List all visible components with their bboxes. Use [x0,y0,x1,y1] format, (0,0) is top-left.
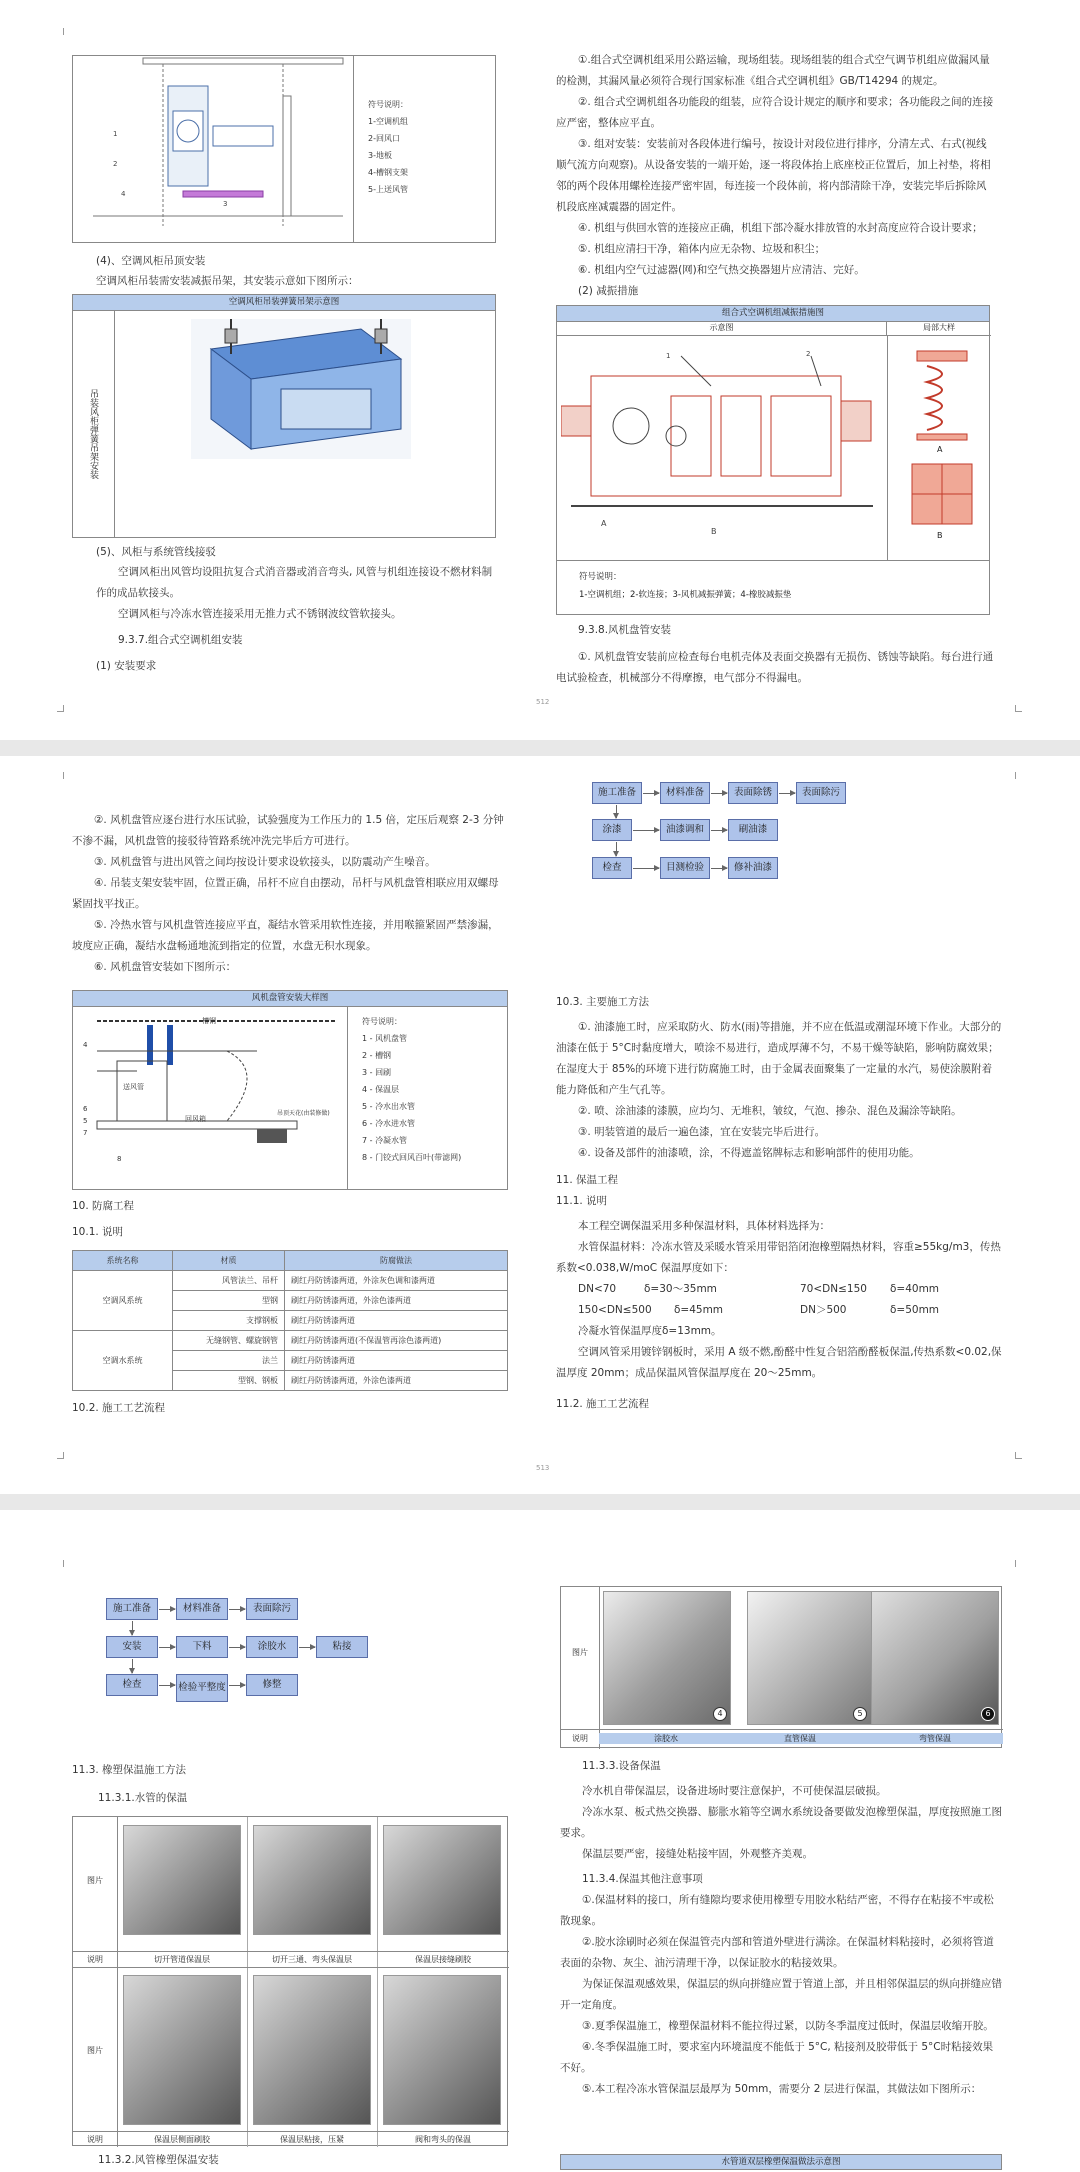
heading-11-3-4: 11.3.4.保温其他注意事项 [582,1873,703,1885]
mark-a: A [601,519,607,528]
legend-item: 2 - 槽钢 [362,1051,392,1060]
page2-left [72,810,508,978]
divider [117,1817,118,2147]
table-cell: 支撑钢板 [173,1311,285,1331]
paragraph: ④. 吊装支架安装牢固，位置正确，吊杆不应自由摆动，吊杆与风机盘管相联应用双螺母紧固找平找正。 [72,877,499,910]
flow-step: 下料 [176,1636,228,1658]
svg-text:6: 6 [83,1105,88,1113]
photo-caption: 保温层侧面刷胶 [154,2135,210,2144]
table-cell: 刷红丹防锈漆两道 [285,1311,508,1331]
flow-arrow [779,793,795,794]
paragraph: ③. 风机盘管与进出风管之间均按设计要求设软接头，以防震动产生噪音。 [94,856,436,868]
paragraph: ①. 风机盘管安装前应检查每台电机壳体及表面交换器有无损伤、锈蚀等缺陷。每台进行通电试验检查，机械部分不得摩擦，电气部分不得漏电。 [556,651,994,684]
photo-number: 4 [713,1707,727,1721]
paragraph: ①. 油漆施工时，应采取防火、防水(雨)等措施，并不应在低温或潮湿环境下作业。大部分的油漆在低于 5°C时黏度增大，喷涂不易进行，造成厚薄不匀，不易干燥等缺陷，影响防腐效果；在湿度大于 85%的环境下进行防腐施工时，由于金属表面聚集了一定量的水汽，易使涂膜附着能力降低和产生气孔等。 [556,1021,1002,1096]
section-heading: 9.3.8.风机盘管安装 [578,624,672,636]
margin-mark [1015,1560,1022,1567]
page2-right [556,992,1002,1415]
svg-text:1: 1 [666,352,671,360]
subheading: (1) 安装要求 [96,660,157,672]
table-cell: 刷红丹防锈漆两道，外涂色漆两道 [285,1291,508,1311]
paragraph: ⑤.本工程冷冻水管保温层最厚为 50mm，需要分 2 层进行保温，其做法如下图所示： [582,2083,982,2095]
table-header: 材质 [173,1251,285,1271]
row-label: 图片 [87,1876,103,1885]
flow-arrow [159,1647,175,1648]
subheading: (2) 减振措施 [578,285,639,297]
divider [377,1817,378,2147]
divider [561,1729,1003,1730]
photo-straight-duct [747,1591,875,1725]
flow-step: 检验平整度 [176,1674,228,1702]
margin-mark [57,1560,64,1567]
mark-b: B [711,527,717,536]
photo-caption: 保温层粘接，压紧 [280,2135,344,2144]
figure-title: 风机盘管安装大样图 [73,991,507,1007]
flow-arrow [633,868,659,869]
thickness-cell: δ=45mm [674,1304,724,1316]
paragraph: ⑥. 机组内空气过滤器(网)和空气热交换器翅片应清洁、完好。 [578,264,865,276]
flow-step: 施工准备 [106,1598,158,1620]
table-cell: 法兰 [173,1351,285,1371]
margin-mark [57,772,64,779]
thickness-cell: δ=40mm [890,1283,940,1295]
paragraph: ⑤. 机组应清扫干净，箱体内应无杂物、垃圾和积尘； [578,243,826,255]
legend-line: 1-空调机组；2-软连接；3-风机减振弹簧；4-橡胶减振垫 [579,590,792,600]
paragraph: 冷凝水管保温厚度δ=13mm。 [578,1325,722,1337]
flow-arrow [229,1685,245,1686]
divider [247,1817,248,2147]
section-heading: 9.3.7.组合式空调机组安装 [118,634,243,646]
svg-text:3: 3 [223,200,228,208]
paragraph: ③. 组对安装：安装前对各段体进行编号，按设计对段位进行排序，分清左式、右式(视线顺气流方向观察)。从设备安装的一端开始，逐一将段体抬上底座校正位置后，加上衬垫，将相邻的两个段体用螺栓连接严密牢固，每连接一个段体前，将内部清除干净，安装完毕后拆除风机段底座减震器的固定件。 [556,138,991,213]
hanger-drawing [191,319,411,459]
table-cell: 刷红丹防锈漆两道，外涂色漆两道 [285,1371,508,1391]
paragraph: ⑤. 冷热水管与风机盘管连接应平直，凝结水管采用软性连接，并用喉箍紧固严禁渗漏，坡度应正确，凝结水盘畅通地流到指定的位置，水盘无积水现象。 [72,919,499,952]
heading-4: (4)、空调风柜吊顶安装 [96,255,206,267]
anticorrosion-flowchart [556,770,886,900]
table-cell: 无缝钢管、螺旋钢管 [173,1331,285,1351]
anticorrosion-table [72,1250,508,1391]
table-cell: 型钢 [173,1291,285,1311]
heading-10-1: 10.1. 说明 [72,1226,124,1238]
table-cell: 风管法兰、吊杆 [173,1271,285,1291]
thickness-cell: DN＞500 [800,1304,847,1316]
photo-caption: 直管保温 [733,1733,867,1744]
paragraph: ④. 机组与供回水管的连接应正确，机组下部冷凝水排放管的水封高度应符合设计要求； [578,222,983,234]
damping-figure [556,305,990,615]
divider [599,1587,600,1749]
page-1 [0,0,1080,740]
legend-item: 3-地板 [368,151,392,160]
flow-step: 刷油漆 [728,819,778,841]
paragraph: ④. 设备及部件的油漆喷，涂，不得遮盖铭牌标志和影响部件的使用功能。 [578,1147,920,1159]
flow-step: 涂漆 [592,819,632,841]
row-label: 图片 [572,1648,588,1657]
legend-item: 5 - 冷水出水管 [362,1102,416,1111]
flow-arrow [643,793,659,794]
flow-step: 涂胶水 [246,1636,298,1658]
paragraph: ①.组合式空调机组采用公路运输，现场组装。现场组装的组合式空气调节机组应做漏风量的检测，其漏风量必须符合现行国家标准《组合式空调机组》GB/T14294 的规定。 [556,54,990,87]
heading-11-3-1: 11.3.1.水管的保温 [98,1792,188,1804]
divider [887,336,888,560]
legend-item: 8 - 门铰式回风百叶(带滤网) [362,1153,462,1162]
flow-step: 油漆调和 [660,819,710,841]
paragraph: 冷水机自带保温层，设备进场时要注意保护，不可使保温层破损。 [582,1785,887,1797]
thickness-grid [578,1279,1002,1321]
flow-arrow [711,868,727,869]
flow-arrow [633,830,659,831]
paragraph: ④.冬季保温施工时，要求室内环境温度不能低于 5°C, 粘接剂及胶带低于 5°C时粘接效果不好。 [560,2041,994,2074]
hanger-figure [72,294,496,538]
legend-title: 符号说明： [579,572,622,582]
divider [73,2131,509,2132]
paragraph: 水管保温材料：冷冻水管及采暖水管采用带铝箔闭泡橡塑隔热材料，容重≥55kg/m3，传热系数<0.038,W/moC 保温厚度如下： [556,1241,1001,1274]
fcu-legend [347,1007,507,1189]
row-label: 说明 [572,1734,588,1743]
insulation-flowchart [100,1590,420,1730]
legend-title: 符号说明： [362,1017,402,1026]
margin-mark [1015,1452,1022,1459]
legend-item: 2-回风口 [368,134,400,143]
thickness-cell: DN<70 [578,1283,617,1295]
flow-arrow [132,1659,133,1673]
ceiling-ahu-drawing [73,56,353,242]
label-return: 送风管 [123,1083,144,1091]
divider [557,560,989,561]
figure-side-label: 吊装风柜弹簧吊架安装 [73,311,115,537]
svg-text:2: 2 [113,160,118,168]
legend-item: 5-上送风管 [368,185,408,194]
heading-11-1: 11.1. 说明 [556,1195,608,1207]
table-cell: 刷红丹防锈漆两道，外涂灰色调和漆两道 [285,1271,508,1291]
row-label: 说明 [87,1955,103,1964]
photo-cut-tee [253,1825,371,1935]
heading-11-3: 11.3. 橡塑保温施工方法 [72,1764,187,1776]
figure-title: 组合式空调机组减振措施图 [557,306,989,322]
paragraph: 空调风柜吊装需安装减振吊架，其安装示意如下图所示： [96,275,359,287]
detail-label-b: B [937,531,943,540]
thickness-cell: δ=30～35mm [644,1283,717,1295]
flow-step: 材料准备 [176,1598,228,1620]
label-beam: 槽钢 [202,1017,216,1025]
flow-step: 安装 [106,1636,158,1658]
flow-arrow [159,1685,175,1686]
fcu-drawing [77,1011,347,1187]
photo-side-glue [123,1975,241,2125]
margin-mark [57,28,64,35]
heading-5: (5)、风柜与系统管线接驳 [96,546,216,558]
svg-text:7: 7 [83,1129,88,1137]
flow-step: 修整 [246,1674,298,1696]
svg-text:2: 2 [806,350,811,358]
flow-step: 材料准备 [660,782,710,804]
spring-detail [897,346,985,546]
thickness-cell: 150<DN≤500 [578,1304,652,1316]
legend-item: 6 - 冷水进水管 [362,1119,416,1128]
photo-seam-glue [383,1825,501,1935]
label-fan: 回风箱 [185,1115,206,1123]
page-number: 512 [536,698,550,706]
ceiling-ahu-figure [72,55,496,243]
paragraph: ③.夏季保温施工，橡塑保温材料不能拉得过紧，以防冬季温度过低时，保温层收缩开胶。 [582,2020,994,2032]
margin-mark [57,705,64,712]
flow-arrow [711,793,727,794]
flow-step: 检查 [106,1674,158,1696]
page1-right-bottom [556,620,994,689]
table-header: 系统名称 [73,1251,173,1271]
photo-valve [383,1975,501,2125]
svg-text:4: 4 [83,1041,88,1049]
thickness-cell: δ=50mm [890,1304,940,1316]
flow-step: 表面除污 [246,1598,298,1620]
flow-arrow [299,1647,315,1648]
paragraph: ⑥. 风机盘管安装如下图所示： [94,961,237,973]
flow-step: 施工准备 [592,782,642,804]
paragraph: ②. 喷、涂油漆的漆膜，应均匀、无堆积，皱纹，气泡、掺杂、混色及漏涂等缺陷。 [578,1105,962,1117]
page-2 [0,756,1080,1494]
divider [73,1951,509,1952]
heading-11: 11. 保温工程 [556,1174,619,1186]
paragraph: ①.保温材料的接口，所有缝隙均要求使用橡塑专用胶水粘结严密，不得存在粘接不牢或松散现象。 [560,1894,994,1927]
flow-step: 粘接 [316,1636,368,1658]
pipe-insulation-photos [72,1816,508,2146]
flow-arrow [132,1621,133,1635]
photo-apply-glue [603,1591,731,1725]
figure-col-header: 局部大样 [887,322,991,336]
page-3 [0,1510,1080,2172]
flow-arrow [711,830,727,831]
heading-11-3-3: 11.3.3.设备保温 [582,1760,661,1772]
table-header: 防腐做法 [285,1251,508,1271]
paragraph: 为保证保温观感效果，保温层的纵向拼缝应置于管道上部，并且相邻保温层的纵向拼缝应错开一定角度。 [560,1978,1002,2011]
flow-arrow [616,842,617,856]
paragraph: 空调风柜出风管均设阻抗复合式消音器或消音弯头, 风管与机组连接设不燃材料制作的成品软接头。 [96,566,493,599]
fcu-figure [72,990,508,1190]
flow-step: 表面除锈 [728,782,778,804]
thickness-cell: 70<DN≤150 [800,1283,867,1295]
detail-label-a: A [937,445,943,454]
system-name: 空调水系统 [73,1331,173,1391]
margin-mark [1015,705,1022,712]
table-cell: 刷红丹防锈漆两道 [285,1351,508,1371]
photo-caption: 切开三通、弯头保温层 [272,1955,352,1964]
page3-right [560,1756,1002,2100]
paragraph: 冷冻水泵、板式热交换器、膨胀水箱等空调水系统设备要做发泡橡塑保温，厚度按照施工图要求。 [560,1806,1002,1839]
row-label: 图片 [87,2046,103,2055]
legend-item: 4 - 保温层 [362,1085,400,1094]
photo-press [253,1975,371,2125]
row-label: 说明 [87,2135,103,2144]
legend-title: 符号说明： [368,100,408,109]
photo-number: 6 [981,1707,995,1721]
margin-mark [1015,772,1022,779]
table-cell: 型钢、钢板 [173,1371,285,1391]
figure-title: 空调风柜吊装弹簧吊架示意图 [73,295,495,311]
flow-step: 表面除污 [796,782,846,804]
paragraph: 空调风管采用镀锌钢板时，采用 A 级不燃,酚醛中性复合铝箔酚醛板保温,传热系数<0.02,保温厚度 20mm；成品保温风管保温厚度在 20～25mm。 [556,1346,1002,1379]
label-ceiling: 吊顶天花(由装修做) [277,1110,330,1117]
heading-11-3-2: 11.3.2.风管橡塑保温安装 [98,2154,219,2166]
figure-col-header: 示意图 [557,322,887,336]
flow-arrow [159,1609,175,1610]
legend-item: 3 - 回刷 [362,1068,392,1077]
paragraph: ③. 明装管道的最后一遍色漆，宜在安装完毕后进行。 [578,1126,826,1138]
ahu-damping-drawing [561,346,883,546]
flow-arrow [616,805,617,818]
figure-title: 水管道双层橡塑保温做法示意图 [560,2154,1002,2170]
svg-text:5: 5 [83,1117,88,1125]
flow-arrow [229,1609,245,1610]
divider [73,1967,509,1968]
legend-item: 1-空调机组 [368,117,408,126]
svg-text:4: 4 [121,190,126,198]
photo-caption: 保温层接缝刷胶 [415,1955,471,1964]
paragraph: 本工程空调保温采用多种保温材料，具体材料选择为： [578,1220,830,1232]
ahu-legend [353,56,497,242]
svg-text:8: 8 [117,1155,122,1163]
photo-caption: 阀和弯头的保温 [415,2135,471,2144]
photo-elbow-duct [871,1591,999,1725]
svg-text:1: 1 [113,130,118,138]
legend-item: 4-槽钢支架 [368,168,408,177]
page1-right [556,50,994,302]
heading-10-2: 10.2. 施工工艺流程 [72,1402,166,1414]
flow-step: 目测检验 [660,857,710,879]
heading-10-3: 10.3. 主要施工方法 [556,996,650,1008]
margin-mark [57,1452,64,1459]
legend-item: 7 - 冷凝水管 [362,1136,408,1145]
heading-10: 10. 防腐工程 [72,1200,135,1212]
paragraph: ②.胶水涂刷时必须在保温管壳内部和管道外壁进行满涂。在保温材料粘接时，必须将管道表面的杂物、灰尘、油污清理干净，以保证胶水的粘接效果。 [560,1936,994,1969]
photo-caption: 涂胶水 [599,1733,733,1744]
paragraph: 空调风柜与冷冻水管连接采用无推力式不锈钢波纹管软接头。 [118,608,402,620]
paragraph: ②. 风机盘管应逐台进行水压试验，试验强度为工作压力的 1.5 倍，定压后观察 2-3 分钟不渗不漏，风机盘管的接驳待管路系统冲洗完毕后方可进行。 [72,814,504,847]
system-name: 空调风系统 [73,1271,173,1331]
paragraph: ②. 组合式空调机组各功能段的组装，应符合设计规定的顺序和要求；各功能段之间的连接应严密，整体应平直。 [556,96,994,129]
photo-caption: 弯管保温 [867,1733,1003,1744]
page-number: 513 [536,1464,550,1472]
heading-11-2: 11.2. 施工工艺流程 [556,1398,650,1410]
photo-caption: 切开管道保温层 [154,1955,210,1964]
table-cell: 刷红丹防锈漆两道(不保温管再涂色漆两道) [285,1331,508,1351]
flow-step: 修补油漆 [728,857,778,879]
flow-arrow [229,1647,245,1648]
duct-insulation-photos [560,1586,1002,1748]
photo-number: 5 [853,1707,867,1721]
legend-item: 1 - 风机盘管 [362,1034,408,1043]
flow-step: 检查 [592,857,632,879]
paragraph: 保温层要严密，接缝处粘接牢固，外观整齐美观。 [582,1848,813,1860]
photo-cut-pipe [123,1825,241,1935]
